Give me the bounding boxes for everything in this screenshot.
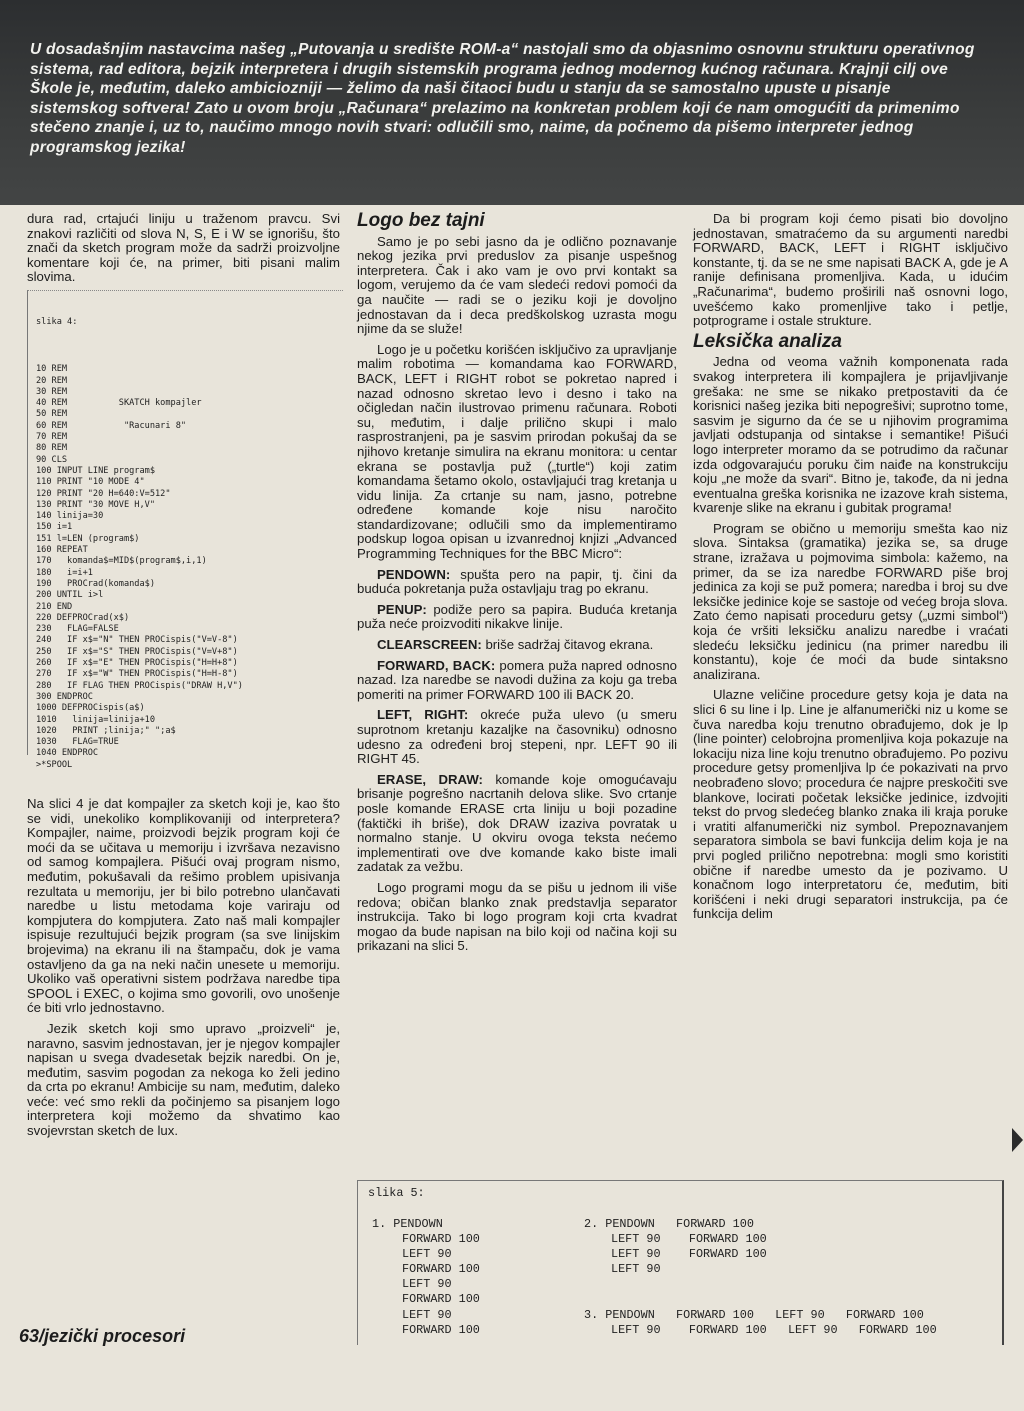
listing-5-row: 3. PENDOWN FORWARD 100 LEFT 90 FORWARD 100 <box>584 1308 924 1322</box>
code-line: 1000 DEFPROCispis(a$) <box>36 703 145 714</box>
code-line: >*SPOOL <box>36 759 73 770</box>
column-1-bottom <box>27 797 340 1145</box>
listing-5-row: FORWARD 100 <box>402 1232 480 1246</box>
code-line: 250 IF x$="S" THEN PROCispis("V=V+8") <box>36 646 238 657</box>
code-line: 110 PRINT "10 MODE 4" <box>36 477 145 488</box>
listing-5-row: FORWARD 100 <box>402 1262 480 1276</box>
code-line: 300 ENDPROC <box>36 691 93 702</box>
command-definition <box>357 638 677 653</box>
command-keyword: LEFT, RIGHT: <box>377 707 469 723</box>
code-line: 210 END <box>36 601 73 612</box>
code-line: 40 REM SKATCH kompajler <box>36 398 202 409</box>
command-keyword: PENDOWN: <box>377 566 451 582</box>
code-line: 80 REM <box>36 443 68 454</box>
code-line: 120 PRINT "20 H=640:V=512" <box>36 488 171 499</box>
column-1 <box>27 212 340 291</box>
listing-5-row: LEFT 90 <box>402 1247 452 1261</box>
code-line: 50 REM <box>36 409 68 420</box>
code-line: 90 CLS <box>36 454 68 465</box>
code-line: 10 REM <box>36 364 68 375</box>
heading-leksicka-analiza: Leksička analiza <box>693 330 842 352</box>
col1-top-paragraph: dura rad, crtajući liniju u traženom pravcu. Svi znakovi različiti od slova N, S, E i W se ignorišu, što znači da sketch program može da sadrži proizvoljne komentare koji će, na primer, biti pisani malim slovima. <box>27 211 340 285</box>
code-line: 190 PROCrad(komanda$) <box>36 578 155 589</box>
command-definition <box>357 659 677 703</box>
listing-5-row: LEFT 90 FORWARD 100 LEFT 90 FORWARD 100 <box>611 1323 937 1337</box>
command-keyword: FORWARD, BACK: <box>377 657 496 673</box>
command-keyword: PENUP: <box>377 601 427 617</box>
command-description: spušta pero na papir, tj. čini da buduća pokretanja puža ostavljaju trag po ekranu. <box>357 566 677 597</box>
command-description: pomera puža napred odnosno nazad. Iza naredbe se navodi dužina za koju ga treba pomeriti na primer FORWARD 100 ili BACK 20. <box>357 657 677 702</box>
listing-5-row: LEFT 90 FORWARD 100 <box>611 1247 767 1261</box>
code-line: 140 linija=30 <box>36 511 104 522</box>
code-line: 1020 PRINT ;linija;" ";a$ <box>36 725 176 736</box>
listing-5-row: FORWARD 100 <box>402 1323 480 1337</box>
code-line: 130 PRINT "30 MOVE H,V" <box>36 499 155 510</box>
col3-paragraph-1: Da bi program koji ćemo pisati bio dovoljno jednostavan, smatraćemo da su argumenti naredbi FORWARD, BACK, LEFT i RIGHT isključivo konstante, tj. da se ne sme napisati BACK A, gde je A ranije definisana promenljiva. Kada, u idućim „Računarima“, budemo proširili naš osnovni logo, uvešćemo kako promenljive tako i petlje, potprograme i ostale strukture. <box>693 211 1008 329</box>
column-3 <box>693 212 1008 928</box>
listing-4-caption: slika 4: <box>36 317 78 327</box>
intro-text: U dosadašnjim nastavcima našeg „Putovanja u središte ROM-a“ nastojali smo da objasnimo osnovnu strukturu operativnog sistema, rad editora, bejzik interpretera i drugih sistemskih programa jednog modernog kućnog računara. Krajnji cilj ove Škole je, međutim, daleko ambiciozniji — želimo da naši čitaoci budu u stanju da se samostalno upuste u pisanje sistemskog softvera! Zato u ovom broju „Računara“ prelazimo na konkretan problem koji će nam omogućiti da primenimo stečeno znanje i, uz to, naučimo mnogo novih stvari: odlučili smo, naime, da počnemo da pišemo interpreter jednog programskog jezika! <box>30 41 975 156</box>
code-line: 60 REM "Racunari 8" <box>36 420 187 431</box>
listing-4-lines <box>36 364 343 771</box>
listing-5-caption: slika 5: <box>368 1186 425 1200</box>
listing-5-row: LEFT 90 <box>402 1308 452 1322</box>
command-definition <box>357 568 677 597</box>
command-definition <box>357 708 677 766</box>
listing-4 <box>27 290 343 770</box>
col3-paragraph-2: Jedna od veoma važnih komponenata rada svakog interpretera ili kompajlera je prijavljivanje grešaka: ne sme se nikako pretpostaviti da će korisnici našeg jezika biti nepogrešivi; suprotno tome, sasvim je sigurno da će se u njihovim programima javljati odstupanja od sintakse i semantike! Pišući logo interpreter moramo da se potrudimo da računar izda odgovarajuću poruku čim naiđe na konstrukciju koju „ne može da svari“. Bitno je, takođe, da ni jedna eventualna greška korisnika ne izazove krah sistema, kvarenje slike na ekranu i gubitak programa! <box>693 354 1008 516</box>
listing-5-row: LEFT 90 <box>611 1262 661 1276</box>
col1-paragraph-1: Na slici 4 je dat kompajler za sketch koji je, kao što se vidi, unekoliko komplikovaniji od interpretera? Kompajler, naime, proizvodi bejzik program koji će moći da se učitava u memoriju i izvršava nezavisno od samog kompajlera. Pišući ovaj program nismo, međutim, pokušavali da rešimo problem upisivanja rezultata u memoriju, jer bi bilo potrebno ulančavati naredbe u listu metodama koje variraju od kompjutera do kompjutera. Zato naš mali kompajler ispisuje rezultujući bejzik program (sa sve linijskim brojevima) na ekranu ili na štampaču, dok je vama ostavljeno da ga na neki način unesete u memoriju. Ukoliko vaš operativni sistem podržava naredbe tipa SPOOL i EXEC, o kojima smo govorili, ovo unošenje će biti vrlo jednostavno. <box>27 796 340 1016</box>
code-line: 230 FLAG=FALSE <box>36 624 119 635</box>
command-description: komande koje omogućavaju brisanje pogrešno nacrtanih delova slike. Svo crtanje posle komande ERASE crta liniju u boji pozadine (faktički ih briše), dok DRAW izaziva povratak u normalno stanje. U okviru ovoga teksta nećemo implementirati ove dve komande kako biste imali zadatak za vežbu. <box>357 771 677 875</box>
listing-5-row: LEFT 90 <box>402 1277 452 1291</box>
code-line: 260 IF x$="E" THEN PROCispis("H=H+8") <box>36 658 238 669</box>
command-description: briše sadržaj čitavog ekrana. <box>481 637 654 653</box>
continue-arrow-icon <box>1012 1128 1023 1152</box>
heading-logo-bez-tajni: Logo bez tajni <box>357 210 485 231</box>
code-line: 20 REM <box>36 375 68 386</box>
code-line: 1040 ENDPROC <box>36 748 99 759</box>
command-keyword: ERASE, DRAW: <box>377 771 483 787</box>
code-line: 150 i=1 <box>36 522 73 533</box>
code-line: 170 komanda$=MID$(program$,i,1) <box>36 556 207 567</box>
code-line: 240 IF x$="N" THEN PROCispis("V=V-8") <box>36 635 238 646</box>
col2-paragraph-3: Logo programi mogu da se pišu u jednom ili više redova; običan blanko znak predstavlja separator instrukcija. Tako bi logo program koji crta kvadrat mogao da bude napisan na bilo koji od načina koji su prikazani na slici 5. <box>357 879 677 954</box>
code-line: 151 l=LEN (program$) <box>36 533 140 544</box>
command-definition <box>357 773 677 875</box>
col2-paragraph-2: Logo je u početku korišćen isključivo za upravljanje malim robotima — komandama kao FORWARD, BACK, LEFT i RIGHT robot se pokretao napred i nazad odnosno skretao levo i desno i tako na očigledan način ilustrovao primenu računara. Roboti su, međutim, i dalje prilično skupi i malo rasprostranjeni, pa je sasvim prirodan pokušaj da se njihovo kretanje simulira na ekranu monitora: u centar ekrana se postavlja puž („turtle“) koji zatim komandama šetamo okolo, ostavljajući trag kretanja u vidu linija. Za crtanje su nam, jasno, potrebne određene komande koje nisu naročito standardizovane; odlučili smo da implementiramo podskup logoa opisan u izvanrednoj knjizi „Advanced Programming Techniques for the BBC Micro“: <box>357 341 677 562</box>
code-line: 30 REM <box>36 386 68 397</box>
code-line: 200 UNTIL i>l <box>36 590 104 601</box>
col3-paragraph-4: Ulazne veličine procedure getsy koja je data na slici 6 su line i lp. Line je alfanumerički niz u kome se čuva naredba koju trenutno obrađujemo, dok je lp (line pointer) celobrojna promenljiva koja pokazuje na lokaciju niza line koju trenutno obrađujemo. Po pozivu procedure getsy promenljiva lp će pokazivati na prvo neobrađeno slovo; procedura će najpre preskočiti sve blankove, locirati početak leksičke jedinice, izdvojiti tekst do prvog sledećeg blanko znaka ili kraja poruke i vratiti alfanumerički niz symbol. Prepoznavanjem separatora simbola se bavi funkcija delim koja je na prvi pogled prilično nepotrebna: mogli smo koristiti obične if naredbe umesto da je pozivamo. U konačnom logo interpretatoru će, međutim, biti korišćeni i neki drugi separatori instrukcija, pa će funkcija delim <box>693 687 1008 922</box>
command-definition <box>357 603 677 632</box>
code-line: 100 INPUT LINE program$ <box>36 465 155 476</box>
code-line: 270 IF x$="W" THEN PROCispis("H=H-8") <box>36 669 238 680</box>
col2-paragraph-1: Samo je po sebi jasno da je odlično poznavanje nekog jezika prvi preduslov za pisanje uspešnog interpretera. Čak i ako vam je ovo prvi kontakt sa logom, verujemo da će vam sledeći redovi pomoći da ga naučite — radi se o jeziku koji je dovoljno jednostavan da i deca predškolskog uzrasta mogu njime da se služe! <box>357 233 677 337</box>
listing-5-row: FORWARD 100 <box>402 1292 480 1306</box>
code-line: 1030 FLAG=TRUE <box>36 737 119 748</box>
col1-paragraph-2: Jezik sketch koji smo upravo „proizveli“ je, naravno, sasvim jednostavan, jer je njegov kompajler napisan u svega dvadesetak bejzik naredbi. On je, međutim, sasvim pogodan za nekoga ko želi jedino da crta po ekranu! Ambicije su nam, međutim, daleko veće: već smo rekli da počinjemo sa pisanjem logo interpretera koji možemo da shvatimo kao svojevrstan sketch de lux. <box>27 1020 340 1139</box>
listing-5 <box>357 1180 1004 1345</box>
intro-banner <box>0 0 1024 205</box>
code-line: 220 DEFPROCrad(x$) <box>36 612 130 623</box>
code-line: 1010 linija=linija+10 <box>36 714 155 725</box>
listing-5-row: 1. PENDOWN <box>372 1217 443 1231</box>
command-description: okreće puža ulevo (u smeru suprotnom kretanju kazaljke na časovniku) odnosno udesno za određeni broj stepeni, npr. LEFT 90 ili RIGHT 45. <box>357 707 678 767</box>
listing-5-row: 2. PENDOWN FORWARD 100 <box>584 1217 754 1231</box>
code-line: 70 REM <box>36 432 68 443</box>
code-line: 280 IF FLAG THEN PROCispis("DRAW H,V") <box>36 680 243 691</box>
listing-5-row: LEFT 90 FORWARD 100 <box>611 1232 767 1246</box>
code-line: 180 i=i+1 <box>36 567 93 578</box>
command-definitions <box>357 568 677 875</box>
col3-paragraph-3: Program se obično u memoriju smešta kao niz slova. Sintaksa (gramatika) jezika se, sa druge strane, izražava u pojmovima simbola: kažemo, na primer, da se iza naredbe FORWARD piše broj jedinica za koji se puž pomera; naredba i broj su dve leksičke jedinice koje se sastoje od većeg broja slova. Zato ćemo napisati proceduru getsy („uzmi simbol“) koja će vršiti leksičku analizu naredbe i vraćati sledeću leksičku jedinicu (na primer naredbu ili konstantu), koje će moći da bude sintaksno analizirana. <box>693 520 1008 682</box>
page-footer: 63/jezički procesori <box>19 1326 186 1346</box>
command-keyword: CLEARSCREEN: <box>377 637 482 653</box>
command-description: podiže pero sa papira. Buduća kretanja puža neće proizvoditi nikakve linije. <box>357 601 677 632</box>
code-line: 160 REPEAT <box>36 545 88 556</box>
column-2 <box>357 212 677 960</box>
